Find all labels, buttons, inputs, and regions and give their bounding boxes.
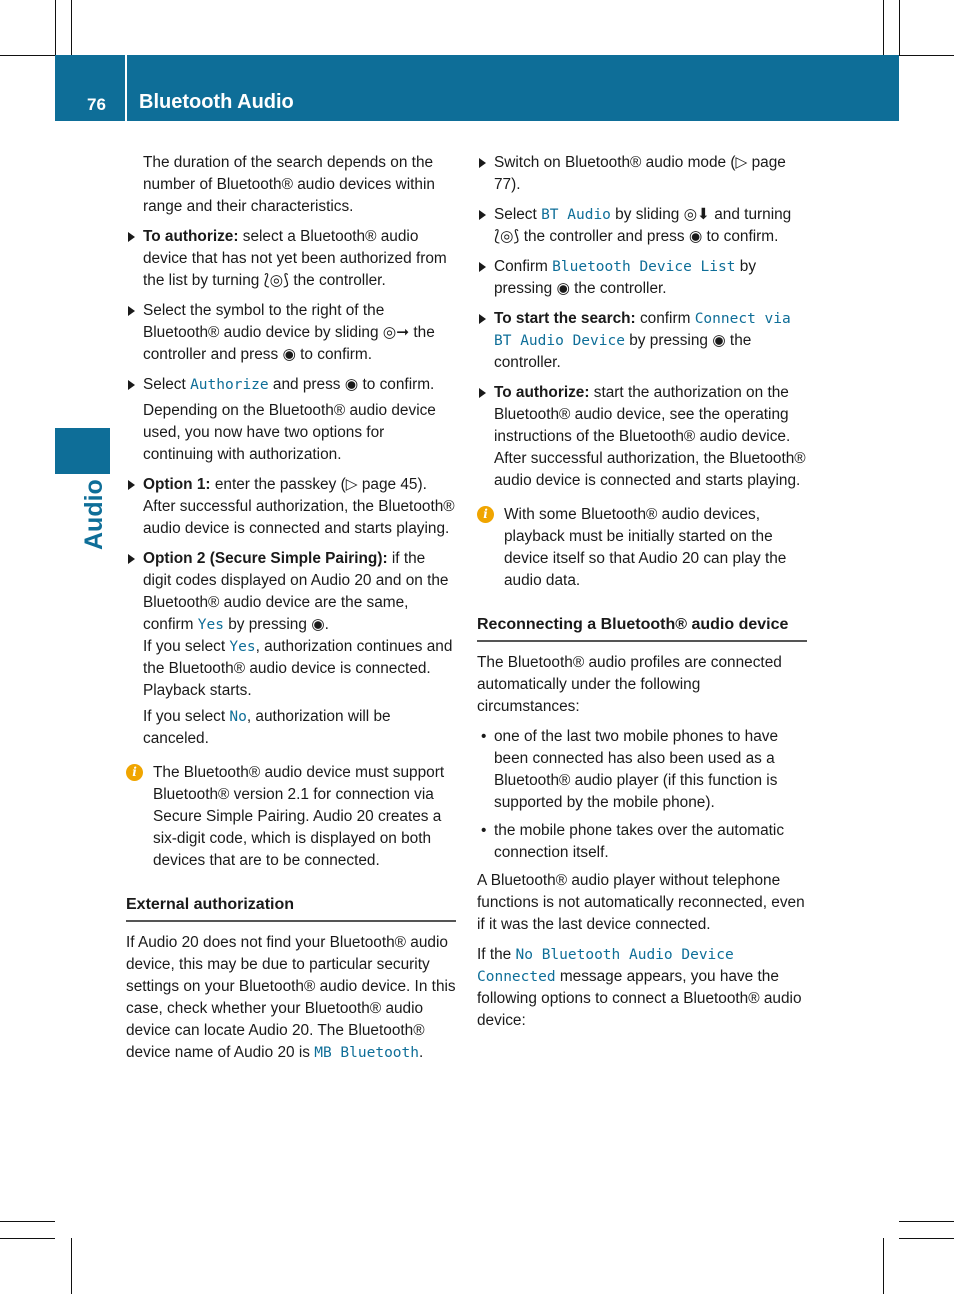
side-tab xyxy=(80,479,120,550)
step-confirm-device-list xyxy=(477,256,807,300)
step-text: by pressing ◉ the controller. xyxy=(494,332,752,371)
player-text: A Bluetooth® audio player without telephone functions is not automatically reconnected, even if it was the last device connected. xyxy=(477,872,805,933)
step-text: start the authorization on the Bluetooth® audio device, see the operating instructions of the Bluetooth® audio device. xyxy=(494,384,791,445)
step-label: To start the search: xyxy=(494,310,636,327)
message-no-device-connected: No Bluetooth Audio Device Connected xyxy=(477,947,734,985)
crop-mark xyxy=(0,1238,55,1239)
crop-mark xyxy=(55,0,56,55)
heading-reconnecting: Reconnecting a Bluetooth® audio device xyxy=(477,614,807,642)
crop-mark xyxy=(0,1221,55,1222)
step-text: confirm xyxy=(635,310,695,327)
external-authorization-text xyxy=(126,932,456,1064)
step-text: select a Bluetooth® audio device that has not yet been authorized from the list by turning ⟅◎⟆ the controller. xyxy=(143,228,447,289)
list-item: • the mobile phone takes over the automatic connection itself. xyxy=(477,820,807,864)
step-text: , authorization continues and the Bluetooth® audio device is connected. Playback starts. xyxy=(143,638,453,699)
page-number: 76 xyxy=(87,95,106,114)
paragraph-text: message appears, you have the following options to connect a Bluetooth® audio device: xyxy=(477,968,802,1029)
step-option-1 xyxy=(126,474,456,540)
step-continuation: Depending on the Bluetooth® audio device used, you now have two options for continuing with authorization. xyxy=(143,402,436,463)
paragraph-text: If Audio 20 does not find your Bluetooth® audio device, this may be due to particular security settings on your Bluetooth® audio device. In this case, check whether your Bluetooth® audio device can locate Audio 20. The Bluetooth® device name of Audio 20 is xyxy=(126,934,456,1061)
header-divider xyxy=(125,55,127,121)
step-text: Switch on Bluetooth® audio mode (▷ page 77). xyxy=(494,154,786,193)
menu-item-yes: Yes xyxy=(197,617,224,633)
step-start-search xyxy=(477,308,807,374)
step-text: if the digit codes displayed on Audio 20 and on the Bluetooth® audio device are the same, confirm xyxy=(143,550,449,633)
right-column xyxy=(477,152,807,1040)
menu-item-connect-via: Connect via BT Audio Device xyxy=(494,311,791,349)
no-device-text xyxy=(477,944,807,1032)
menu-item-no: No xyxy=(229,709,247,725)
crop-mark xyxy=(0,55,55,56)
section-title: Bluetooth Audio xyxy=(139,91,294,113)
step-text: by sliding ◎⬇ and turning ⟅◎⟆ the controller and press ◉ to confirm. xyxy=(494,206,792,245)
info-icon: i xyxy=(477,506,494,523)
menu-item-bt-audio: BT Audio xyxy=(541,207,611,223)
crop-mark xyxy=(899,0,900,55)
paragraph-text: . xyxy=(419,1044,424,1061)
step-text: If you select xyxy=(143,708,230,725)
step-continuation: After successful authorization, the Bluetooth® audio device is connected and starts playing. xyxy=(143,498,455,537)
crop-mark xyxy=(899,1221,954,1222)
step-text: , authorization will be canceled. xyxy=(143,708,391,747)
step-text: by pressing ◉ the controller. xyxy=(494,258,757,297)
step-label: To authorize: xyxy=(143,228,239,245)
step-continuation xyxy=(143,636,456,702)
crop-mark xyxy=(883,0,884,55)
reconnect-intro: The Bluetooth® audio profiles are connected automatically under the following circumstances: xyxy=(477,654,782,715)
step-authorize xyxy=(477,382,807,492)
heading-external-authorization: External authorization xyxy=(126,894,456,922)
step-switch-on xyxy=(477,152,807,196)
step-label: Option 2 (Secure Simple Pairing): xyxy=(143,550,388,567)
step-text: and press ◉ to confirm. xyxy=(268,376,435,393)
step-continuation: After successful authorization, the Bluetooth® audio device is connected and starts playing. xyxy=(494,450,806,489)
step-text: by pressing ◉. xyxy=(223,616,329,633)
side-tab-label: Audio xyxy=(80,479,108,550)
step-select-authorize xyxy=(126,374,456,466)
list-item: • one of the last two mobile phones to have been connected has also been used as a Bluetooth® audio player (if this function is supported by the mobile phone). xyxy=(477,726,807,814)
side-tab-marker xyxy=(55,428,110,474)
info-text: The Bluetooth® audio device must support Bluetooth® version 2.1 for connection via Secure Simple Pairing. Audio 20 creates a six-digit code, which is displayed on both devices that are to be connected. xyxy=(153,764,445,869)
paragraph-text: If the xyxy=(477,946,516,963)
info-icon: i xyxy=(126,764,143,781)
intro-paragraph: The duration of the search depends on the number of Bluetooth® audio devices within range and their characteristics. xyxy=(143,154,435,215)
crop-mark xyxy=(71,1238,72,1294)
step-label: To authorize: xyxy=(494,384,590,401)
device-name: MB Bluetooth xyxy=(314,1045,419,1061)
step-label: Option 1: xyxy=(143,476,211,493)
step-select-bt-audio xyxy=(477,204,807,248)
info-note xyxy=(126,762,456,872)
step-text: Confirm xyxy=(494,258,553,275)
menu-item-yes: Yes xyxy=(229,639,256,655)
step-text: Select xyxy=(494,206,542,223)
step-text: Select xyxy=(143,376,191,393)
step-text: enter the passkey (▷ page 45). xyxy=(210,476,427,493)
step-authorize xyxy=(126,226,456,292)
step-select-symbol xyxy=(126,300,456,366)
menu-item-device-list: Bluetooth Device List xyxy=(552,259,736,275)
menu-item-authorize: Authorize xyxy=(190,377,269,393)
page-header xyxy=(55,55,899,121)
step-text: Select the symbol to the right of the Bluetooth® audio device by sliding ◎➞ the controller and press ◉ to confirm. xyxy=(143,302,435,363)
step-option-2 xyxy=(126,548,456,750)
info-text: With some Bluetooth® audio devices, playback must be initially started on the device itself so that Audio 20 can play the audio data. xyxy=(504,506,787,589)
step-continuation xyxy=(143,706,456,750)
crop-mark xyxy=(71,0,72,55)
crop-mark xyxy=(899,1238,954,1239)
crop-mark xyxy=(899,55,954,56)
info-note xyxy=(477,504,807,592)
crop-mark xyxy=(883,1238,884,1294)
step-text: If you select xyxy=(143,638,230,655)
left-column xyxy=(126,152,456,1072)
